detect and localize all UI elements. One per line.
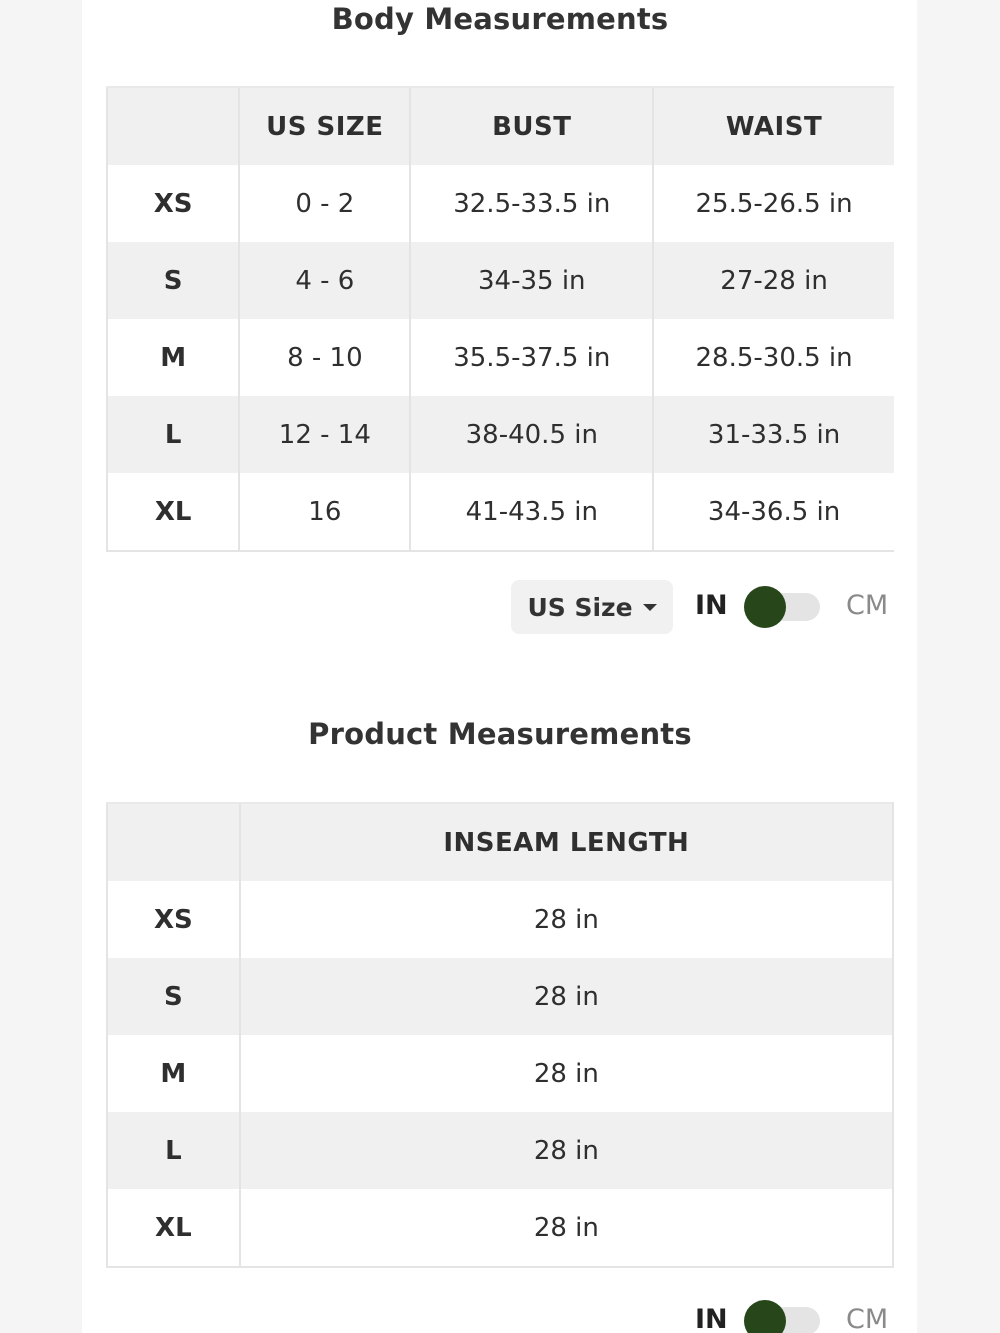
table-row [107, 242, 894, 319]
size-label: XL [107, 1189, 240, 1267]
header-bust: BUST [410, 87, 653, 165]
us-size-cell: 12 - 14 [239, 396, 410, 473]
bust-cell: 41-43.5 in [410, 473, 653, 551]
us-size-cell: 16 [239, 473, 410, 551]
table-row [107, 396, 894, 473]
body-measurements-table [106, 86, 894, 552]
table-row [107, 1189, 893, 1267]
header-waist: WAIST [653, 87, 894, 165]
bust-cell: 35.5-37.5 in [410, 319, 653, 396]
size-label: S [107, 242, 239, 319]
size-label: XS [107, 165, 239, 242]
waist-cell: 27-28 in [653, 242, 894, 319]
inseam-cell: 28 in [240, 881, 893, 958]
us-size-cell: 0 - 2 [239, 165, 410, 242]
us-size-cell: 4 - 6 [239, 242, 410, 319]
product-measurements-table [106, 802, 894, 1268]
table-row [107, 319, 894, 396]
waist-cell: 31-33.5 in [653, 396, 894, 473]
bust-cell: 32.5-33.5 in [410, 165, 653, 242]
size-label: M [107, 1035, 240, 1112]
table-row [107, 165, 894, 242]
header-inseam-length: INSEAM LENGTH [240, 803, 893, 881]
waist-cell: 28.5-30.5 in [653, 319, 894, 396]
caret-down-icon [643, 604, 657, 611]
table-row [107, 473, 894, 551]
table-header-row [107, 803, 893, 881]
bust-cell: 34-35 in [410, 242, 653, 319]
header-us-size: US SIZE [239, 87, 410, 165]
inseam-cell: 28 in [240, 958, 893, 1035]
unit-cm-label: CM [846, 1304, 889, 1333]
waist-cell: 34-36.5 in [653, 473, 894, 551]
unit-in-label: IN [695, 1304, 728, 1333]
size-label: L [107, 396, 239, 473]
size-label: XS [107, 881, 240, 958]
bust-cell: 38-40.5 in [410, 396, 653, 473]
size-label: S [107, 958, 240, 1035]
header-cell-empty [107, 87, 239, 165]
us-size-cell: 8 - 10 [239, 319, 410, 396]
size-system-selected: US Size [527, 592, 633, 622]
unit-in-label: IN [695, 590, 728, 621]
body-measurements-title: Body Measurements [331, 2, 669, 36]
size-label: XL [107, 473, 239, 551]
toggle-knob [744, 586, 786, 628]
inseam-cell: 28 in [240, 1189, 893, 1267]
inseam-cell: 28 in [240, 1035, 893, 1112]
unit-toggle-body[interactable] [746, 593, 820, 621]
size-label: L [107, 1112, 240, 1189]
table-header-row [107, 87, 894, 165]
unit-cm-label: CM [846, 590, 889, 621]
product-measurements-title: Product Measurements [308, 717, 692, 751]
table-row [107, 958, 893, 1035]
table-row [107, 881, 893, 958]
size-system-dropdown[interactable] [511, 580, 673, 634]
header-cell-empty [107, 803, 240, 881]
inseam-cell: 28 in [240, 1112, 893, 1189]
table-row [107, 1112, 893, 1189]
size-label: M [107, 319, 239, 396]
waist-cell: 25.5-26.5 in [653, 165, 894, 242]
unit-toggle-product[interactable] [746, 1307, 820, 1333]
table-row [107, 1035, 893, 1112]
